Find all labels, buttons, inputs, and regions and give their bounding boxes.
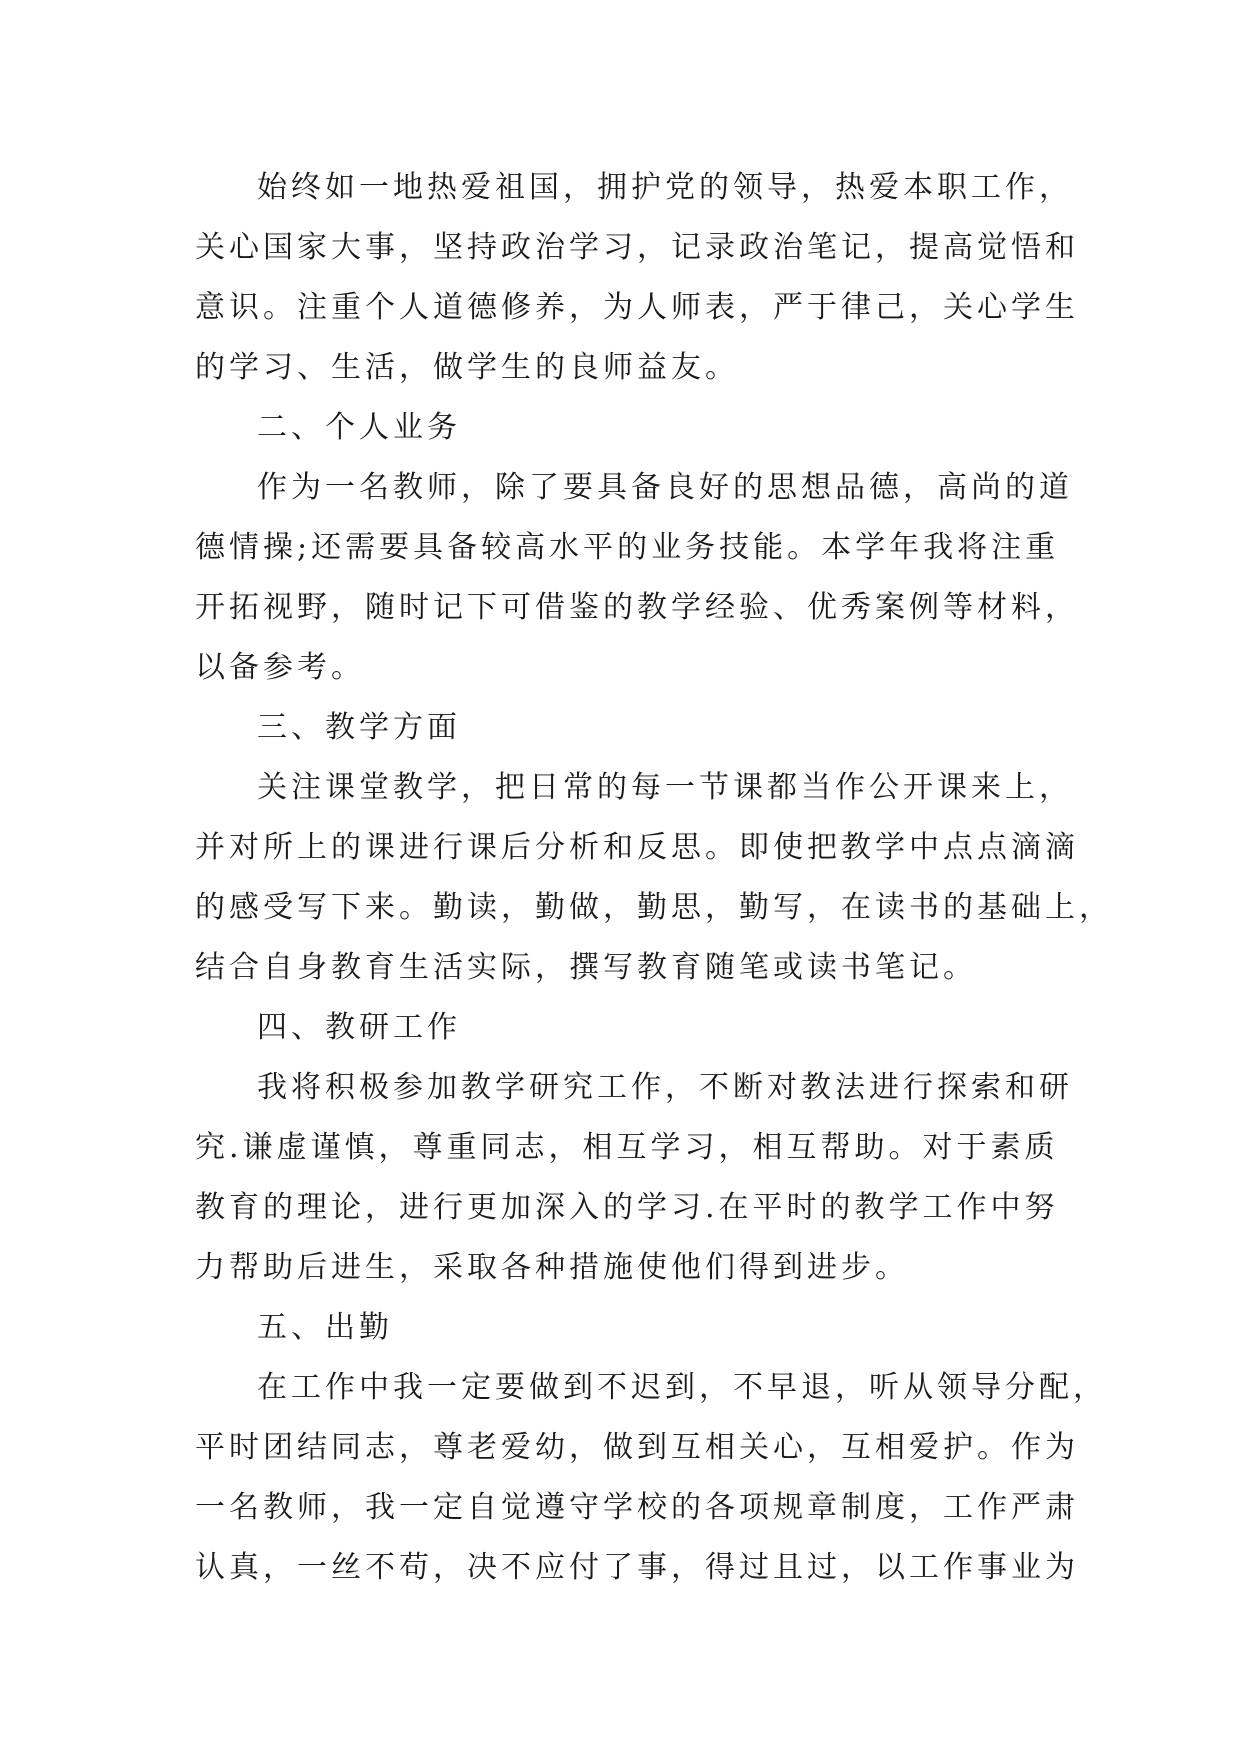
paragraph-line: 平时团结同志，尊老爱幼，做到互相关心，互相爱护。作为 — [195, 1430, 1079, 1465]
paragraph-line: 教育的理论，进行更加深入的学习.在平时的教学工作中努 — [195, 1190, 1059, 1225]
paragraph-line: 我将积极参加教学研究工作，不断对教法进行探索和研 — [257, 1070, 1073, 1105]
paragraph-line: 结合自身教育生活实际，撰写教育随笔或读书笔记。 — [195, 950, 977, 985]
paragraph-line: 并对所上的课进行课后分析和反思。即使把教学中点点滴滴 — [195, 830, 1079, 865]
paragraph-line: 认真，一丝不苟，决不应付了事，得过且过，以工作事业为 — [195, 1550, 1079, 1585]
paragraph-line: 意识。注重个人道德修养，为人师表，严于律己，关心学生 — [195, 290, 1079, 325]
paragraph-line: 关心国家大事，坚持政治学习，记录政治笔记，提高觉悟和 — [195, 230, 1079, 265]
paragraph-line: 的感受写下来。勤读，勤做，勤思，勤写，在读书的基础上， — [195, 890, 1113, 925]
paragraph-line: 德情操;还需要具备较高水平的业务技能。本学年我将注重 — [195, 530, 1060, 565]
section-heading: 五、出勤 — [257, 1310, 393, 1345]
paragraph-line: 开拓视野，随时记下可借鉴的教学经验、优秀案例等材料， — [195, 590, 1079, 625]
section-heading: 四、教研工作 — [257, 1010, 461, 1045]
section-heading: 三、教学方面 — [257, 710, 461, 745]
paragraph-line: 作为一名教师，除了要具备良好的思想品德，高尚的道 — [257, 470, 1073, 505]
paragraph-line: 以备参考。 — [195, 650, 365, 685]
paragraph-line: 的学习、生活，做学生的良师益友。 — [195, 350, 739, 385]
paragraph-line: 关注课堂教学，把日常的每一节课都当作公开课来上， — [257, 770, 1073, 805]
paragraph-line: 在工作中我一定要做到不迟到，不早退，听从领导分配， — [257, 1370, 1107, 1405]
paragraph-line: 一名教师，我一定自觉遵守学校的各项规章制度，工作严肃 — [195, 1490, 1079, 1525]
paragraph-line: 始终如一地热爱祖国，拥护党的领导，热爱本职工作， — [257, 170, 1073, 205]
document-body — [195, 158, 1113, 1598]
paragraph-line: 力帮助后进生，采取各种措施使他们得到进步。 — [195, 1250, 909, 1285]
section-heading: 二、个人业务 — [257, 410, 461, 445]
paragraph-line: 究.谦虚谨慎，尊重同志，相互学习，相互帮助。对于素质 — [195, 1130, 1059, 1165]
